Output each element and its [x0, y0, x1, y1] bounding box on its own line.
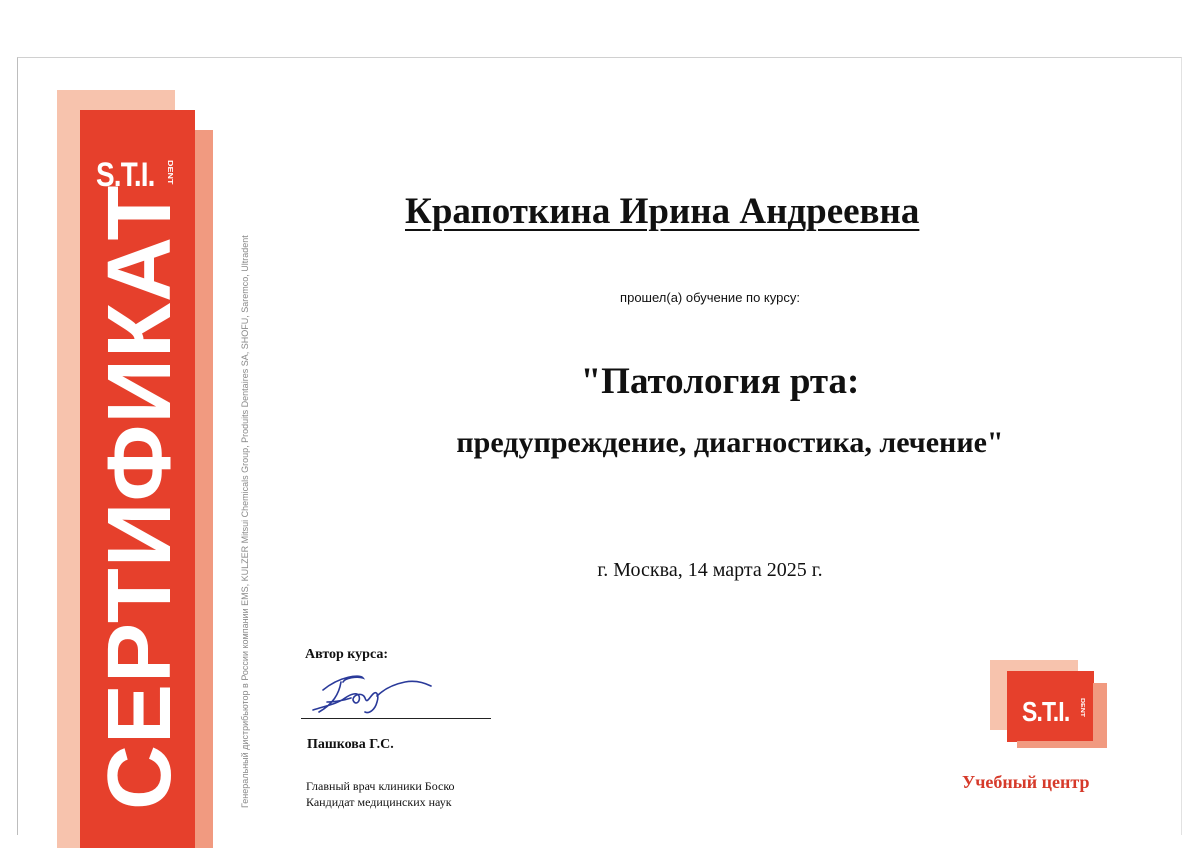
signature-line [301, 718, 491, 719]
footer-sti-logo [1022, 696, 1086, 728]
footer-logo-text: S.T.I. [1022, 696, 1070, 727]
place-date: г. Москва, 14 марта 2025 г. [597, 559, 823, 581]
certificate-word: СЕРТИФИКАТ [90, 184, 190, 810]
author-label: Автор курса: [305, 647, 389, 662]
footer-logo-mid [1093, 683, 1107, 748]
side-band-mid [195, 130, 213, 848]
course-title-line2: предупреждение, диагностика, лечение" [456, 426, 1004, 459]
course-title-line1: "Патология рта: [580, 361, 860, 402]
signature-image [305, 668, 445, 718]
intro-text: прошел(а) обучение по курсу: [620, 290, 800, 305]
footer-logo-sub: DENT [1079, 698, 1086, 718]
author-position [306, 778, 455, 810]
author-degree: Кандидат медицинских наук [306, 795, 452, 809]
training-center-label: Учебный центр [962, 772, 1090, 792]
legal-text: Генеральный дистрибьютор в России компании ЕМS, KULZER Mitsui Chemicals Group, Produits Dentaires SA, SHOFU, Saremco, Ultradent [240, 235, 250, 808]
author-position-title: Главный врач клиники Боско [306, 779, 455, 793]
logo-sub: DENT [166, 160, 175, 185]
author-name: Пашкова Г.С. [307, 737, 394, 752]
logo-text: S.T.I. [96, 156, 155, 194]
footer-logo-mid-bottom [1017, 741, 1107, 748]
recipient-name: Крапоткина Ирина Андреевна [405, 191, 920, 232]
